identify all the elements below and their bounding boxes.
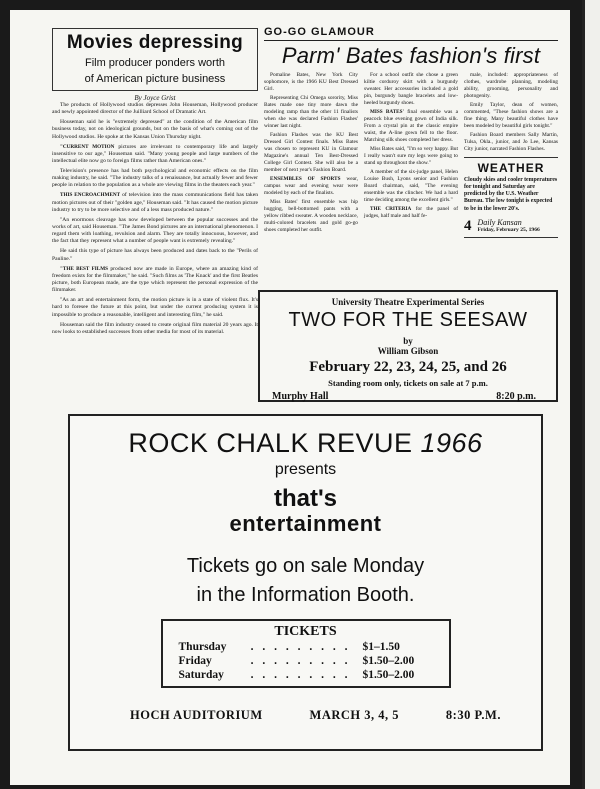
revue-dates: MARCH 3, 4, 5	[309, 708, 400, 722]
gogo-paragraph: Emily Taylor, dean of women, commented, "These fashion shows are a fine thing. Many beautiful clothes have been modeled by beautiful girls tonight."	[464, 102, 558, 129]
gogo-article	[256, 26, 558, 238]
movies-paragraph: Houseman said he is "extremely depressed" at the condition of the American film business today, not on ideological grounds, but on the basis of what's coming out of the Hollywood studios. He spoke at the Kansas Union Thursday night.	[52, 119, 258, 140]
ticket-row	[173, 668, 439, 682]
revue-show-line-2: entertainment	[229, 511, 382, 536]
movies-body	[52, 102, 258, 336]
gogo-column-2	[364, 72, 458, 238]
revue-title	[70, 428, 541, 459]
page-number: 4	[464, 217, 472, 234]
ticket-row	[173, 640, 439, 654]
leader-dots: . . . . . . . . .	[250, 655, 351, 667]
ticket-price: $1.50–2.00	[362, 655, 415, 667]
seesaw-series: University Theatre Experimental Series	[331, 297, 485, 307]
ticket-day: Thursday	[178, 641, 227, 653]
gogo-kicker: GO-GO GLAMOUR	[264, 26, 375, 38]
gogo-paragraph: THE CRITERIA for the panel of judges, half male and half fe-	[364, 205, 458, 219]
revue-sale-line-2: in the Information Booth.	[196, 584, 415, 606]
revue-ad	[68, 414, 543, 751]
seesaw-time: 8:20 p.m.	[496, 391, 536, 402]
leader-dots: . . . . . . . . .	[250, 669, 351, 681]
ticket-day: Friday	[178, 655, 212, 667]
movies-paragraph: Houseman said the film industry ceased to create original film material 20 years ago. It now looks to established successes from other media for most of its material.	[52, 321, 258, 335]
revue-title-year: 1966	[420, 428, 483, 458]
seesaw-standing: Standing room only, tickets on sale at 7 p.m.	[328, 378, 488, 388]
movies-paragraph: The products of Hollywood studios depresses John Houseman, Hollywood producer and newly appointed director of the Juilliard School of Dramatic Art.	[52, 102, 258, 116]
revue-title-text: ROCK CHALK REVUE	[128, 428, 421, 458]
newspaper-page	[10, 10, 570, 785]
movies-paragraph: "An enormous cleavage has now developed between the popular successes and the works of art, said Houseman. "The James Bond pictures are an international phenomenon. I regard them with loathing, revulsion and alarm. They are totally innocuous, however, and the fact that they represent what a number of people want is extremely revealing."	[52, 216, 258, 245]
leader-dots: . . . . . . . . .	[250, 641, 351, 653]
seesaw-by	[260, 336, 556, 356]
tickets-heading: TICKETS	[274, 624, 337, 639]
movies-headline-box	[52, 28, 258, 91]
revue-show-line-1: that's	[273, 485, 338, 512]
gogo-paragraph: Miss Bates said, "I'm so very happy. But I really wasn't sure my legs were going to stand up throughout the show."	[364, 145, 458, 166]
issue-date: Friday, February 25, 1966	[477, 226, 540, 233]
gogo-paragraph: Fashion Board members Sally Martin, Tulsa, Okla., junior, and Jo Lee, Kansas City junior, narrated Fashion Flashes.	[464, 132, 558, 152]
movies-paragraph: Television's presence has had both psychological and economic effects on the film making industry, he said. "The industry talks of a renaissance, but actually fewer and fewer people in relation to the population as a whole are viewing films in the theaters each year."	[52, 168, 258, 189]
revue-sale-line-1: Tickets go on sale Monday	[186, 555, 425, 577]
weather-title: WEATHER	[477, 160, 545, 175]
gogo-paragraph: Miss Bates' first ensemble was hip hugging, bell-bottomed pants with a yellow ribbed sweater. A wooden necklace, multi-colored bracelets and gold go-go shoes completed her outfit.	[264, 198, 358, 233]
gogo-paragraph: For a school outfit she chose a green kiltie corduroy skirt with a burgundy sweater. Her accessories included a gold pin, burgundy bangle bracelets and low-heeled burgundy shoes.	[364, 72, 458, 106]
movies-paragraph: "THE BEST FILMS produced now are made in Europe, where an amazing kind of freedom exists for the filmmaker," he said. "Such films as 'The Knack' and the first Beatles picture, both European made, are the type which represent the personal expression of the filmmaker.	[52, 265, 258, 294]
movies-deck-line-1: Film producer ponders worth	[84, 57, 225, 69]
seesaw-venue: Murphy Hall	[272, 391, 329, 402]
revue-presents: presents	[274, 461, 337, 478]
movies-paragraph: THIS ENCROACHMENT of television into the mass communications field has taken motion pictures out of their "golden age," Houseman said. "It has caused the motion picture industry to try to be more selective and of a less mass produced nature."	[52, 192, 258, 213]
gogo-columns	[264, 72, 558, 238]
gogo-column-1	[264, 72, 358, 238]
gogo-paragraph: Pomaline Bates, New York City sophomore, is the 1966 KU Best Dressed Girl.	[264, 72, 358, 92]
seesaw-dates: February 22, 23, 24, 25, and 26	[309, 359, 507, 375]
movies-paragraph: "CURRENT MOTION pictures are irrelevant to contemporary life and largely insensitive to our age," Houseman said. "Many young people and large numbers of the intellectual elite now go to foreign films rather than American ones."	[52, 143, 258, 165]
movies-byline: By Joyce Grist	[134, 94, 176, 102]
revue-bottom-row	[130, 708, 501, 723]
gogo-headline: Parm' Bates fashion's first	[281, 43, 541, 68]
seesaw-title: TWO FOR THE SEESAW	[288, 309, 528, 331]
movies-headline: Movies depressing	[66, 32, 244, 53]
adjacent-page-edge	[582, 0, 600, 789]
gogo-paragraph: male, included: appropriateness of clothes, wardrobe planning, modeling ability, grooming, personality and photogenity.	[464, 72, 558, 99]
weather-text: Cloudy skies and cooler temperatures for tonight and Saturday are predicted by the U.S. Weather Bureau. The low tonight is expected to be in the lower 20's.	[464, 176, 558, 212]
gogo-column-3	[464, 72, 558, 238]
gogo-rule	[264, 40, 558, 41]
weather-box	[464, 157, 558, 213]
tickets-box	[161, 619, 451, 688]
gogo-paragraph: Representing Chi Omega sorority, Miss Bates made one tiny more dawn the modeling ramp than the other 11 finalists when she was declared Fashion Flashes' winner last night.	[264, 95, 358, 129]
seesaw-venue-row	[272, 391, 536, 402]
seesaw-by-label: by	[403, 336, 413, 346]
movies-article	[52, 28, 258, 339]
masthead-text	[478, 218, 540, 233]
revue-venue: HOCH AUDITORIUM	[130, 708, 263, 722]
masthead	[464, 218, 558, 238]
gogo-paragraph: MISS BATES' final ensemble was a peacock blue evening gown of India silk. From a crystal pin at the classic empire waist, the A-line gown fell to the floor. Matching silk shoes completed her dress.	[364, 108, 458, 143]
ticket-price: $1–1.50	[362, 641, 400, 653]
movies-paragraph: He said this type of picture has always been produced and dates back to the "Perils of Pauline."	[52, 248, 258, 262]
gogo-paragraph: A member of the six-judge panel, Helen Louise Bush, Lyons senior and Fashion Board chairman, said, "The evening ensemble was the clincher. We had a hard time deciding among the excellent girls."	[364, 168, 458, 203]
seesaw-author: William Gibson	[377, 346, 439, 356]
gogo-paragraph: ENSEMBLES OF SPORTS wear, campus wear and evening wear were modeled by each of the finalists.	[264, 175, 358, 196]
nameplate: Daily Kansan	[477, 217, 522, 227]
ticket-day: Saturday	[178, 669, 224, 681]
ticket-row	[173, 654, 439, 668]
movies-paragraph: "As an art and entertainment form, the motion picture is in a state of violent flux. It's hard to foresee the future at this point, but under the current producing system it is impossible to produce a reasonable, intelligent and interesting film," he said.	[52, 297, 258, 318]
seesaw-ad	[258, 290, 558, 402]
movies-deck-line-2: of American picture business	[84, 73, 226, 85]
revue-time: 8:30 P.M.	[445, 708, 501, 722]
gogo-paragraph: Fashion Flashes was the KU Best Dressed Girl Contest finals. Miss Bates was chosen to represent KU in Glamour Magazine's annual Ten Best-Dressed College Girl Contest. She will also be a member of next year's Fashion Board.	[264, 132, 358, 173]
ticket-price: $1.50–2.00	[362, 669, 415, 681]
